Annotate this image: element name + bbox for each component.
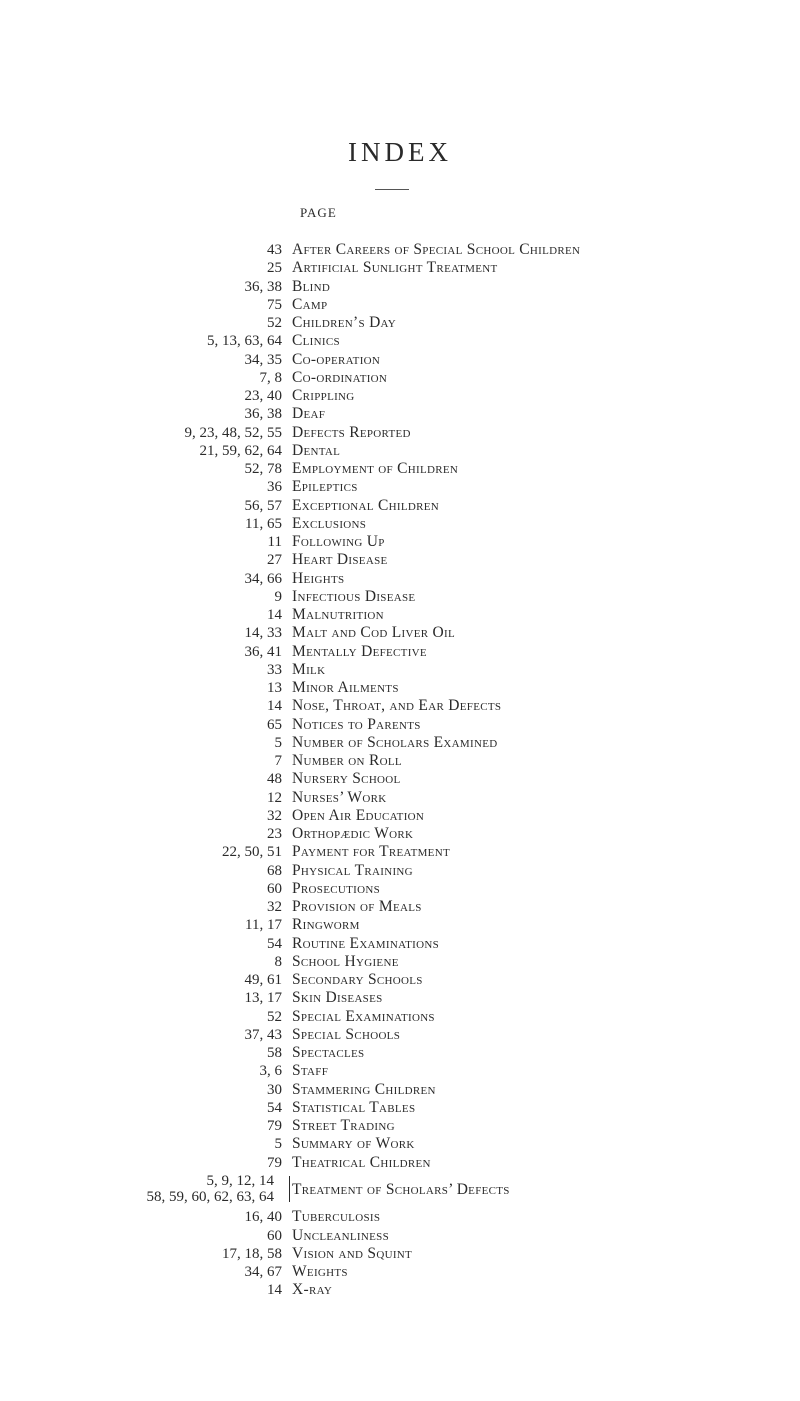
index-subject: Nurses’ Work xyxy=(292,788,387,806)
index-entry xyxy=(0,807,800,825)
index-entry xyxy=(0,405,800,423)
index-subject: Number on Roll xyxy=(292,752,402,769)
index-entry xyxy=(0,862,800,880)
index-entry xyxy=(0,551,800,569)
index-subject: X-ray xyxy=(292,1281,333,1299)
page-title: INDEX xyxy=(348,137,452,167)
index-entry xyxy=(0,570,800,588)
index-entry xyxy=(0,351,800,369)
index-entry xyxy=(0,953,800,971)
index-entry xyxy=(0,241,800,259)
index-entry xyxy=(0,989,800,1007)
index-entry xyxy=(0,880,800,898)
index-page-numbers: 52 xyxy=(267,315,282,331)
index-subject: Ringworm xyxy=(292,916,360,934)
index-page-numbers-line: 58, 59, 60, 62, 63, 64 xyxy=(146,1188,274,1205)
index-page-numbers: 34, 35 xyxy=(244,351,282,368)
index-entry xyxy=(0,314,800,332)
index-page-numbers: 7 xyxy=(274,753,282,769)
index-entry xyxy=(0,332,800,350)
index-page-numbers: 36, 38 xyxy=(244,278,282,295)
index-page-numbers: 58 xyxy=(267,1045,282,1061)
index-page-numbers: 49, 61 xyxy=(244,972,282,988)
index-page-numbers: 11, 65 xyxy=(245,515,282,532)
index-entry xyxy=(0,643,800,661)
index-page-numbers: 22, 50, 51 xyxy=(222,844,282,861)
index-entry xyxy=(0,935,800,953)
index-page-numbers: 68 xyxy=(267,862,282,879)
index-entry xyxy=(0,1263,800,1281)
index-page-numbers: 5 xyxy=(274,1136,282,1153)
index-subject: Uncleanliness xyxy=(292,1226,389,1244)
index-page-numbers: 17, 18, 58 xyxy=(222,1245,282,1262)
index-entry xyxy=(0,1081,800,1099)
index-page-numbers: 23, 40 xyxy=(244,388,282,404)
index-page-numbers: 32 xyxy=(267,807,282,824)
index-subject: Special Examinations xyxy=(292,1007,435,1025)
brace-mark xyxy=(285,1176,290,1202)
index-page-numbers: 33 xyxy=(267,661,282,678)
index-subject: Malt and Cod Liver Oil xyxy=(292,624,456,642)
index-entry xyxy=(0,916,800,934)
page-column-label: PAGE xyxy=(300,205,337,220)
index-page-numbers: 34, 66 xyxy=(244,570,282,587)
index-entry xyxy=(0,1062,800,1080)
index-page-numbers: 30 xyxy=(267,1081,282,1098)
index-subject: Mentally Defective xyxy=(292,642,427,660)
index-subject: Number of Scholars Examined xyxy=(292,733,498,751)
index-subject: Secondary Schools xyxy=(292,971,423,988)
index-page-numbers: 16, 40 xyxy=(244,1209,282,1226)
index-page-numbers: 7, 8 xyxy=(259,369,282,386)
index-entry xyxy=(0,1208,800,1226)
index-subject: Physical Training xyxy=(292,861,413,879)
index-page-numbers: 75 xyxy=(267,296,282,313)
index-subject: Provision of Meals xyxy=(292,898,422,915)
index-entry xyxy=(0,1245,800,1263)
index-entry xyxy=(0,1281,800,1299)
index-subject: Skin Diseases xyxy=(292,989,383,1007)
index-page-numbers: 37, 43 xyxy=(244,1026,282,1043)
index-subject: Defects Reported xyxy=(292,423,411,441)
index-entry xyxy=(0,679,800,697)
index-subject: Infectious Disease xyxy=(292,587,416,605)
index-subject: Statistical Tables xyxy=(292,1098,416,1116)
index-page-numbers: 36, 41 xyxy=(244,643,282,660)
index-entry xyxy=(0,1135,800,1153)
index-entry xyxy=(0,478,800,496)
index-subject: Malnutrition xyxy=(292,606,384,623)
index-entry xyxy=(0,697,800,715)
index-page-numbers: 48 xyxy=(267,771,282,788)
index-subject: Special Schools xyxy=(292,1025,401,1043)
index-subject: Summary of Work xyxy=(292,1135,415,1153)
index-subject: Weights xyxy=(292,1263,348,1280)
index-entry xyxy=(0,1154,800,1172)
index-page-numbers: 27 xyxy=(267,552,282,569)
index-subject: Following Up xyxy=(292,533,385,550)
index-entry xyxy=(0,624,800,642)
index-page-numbers: 36, 38 xyxy=(244,406,282,423)
index-subject: Nursery School xyxy=(292,770,401,788)
index-subject: Epileptics xyxy=(292,478,358,496)
index-entry xyxy=(0,1044,800,1062)
index-subject: Milk xyxy=(292,660,326,678)
index-page-numbers: 36 xyxy=(267,479,282,496)
index-entry xyxy=(0,1008,800,1026)
index-entry xyxy=(0,387,800,405)
index-entry xyxy=(0,515,800,533)
index-subject: Treatment of Scholars’ Defects xyxy=(292,1180,510,1198)
index-subject: Spectacles xyxy=(292,1044,365,1061)
index-page-numbers: 60 xyxy=(267,880,282,897)
index-subject: Children’s Day xyxy=(292,314,397,331)
index-subject: Routine Examinations xyxy=(292,934,440,952)
index-page-numbers: 11 xyxy=(267,534,282,550)
index-page-numbers-line: 5, 9, 12, 14 xyxy=(206,1172,274,1189)
index-page-numbers: 43 xyxy=(267,242,282,258)
index-subject: Heights xyxy=(292,569,345,587)
index-subject: Nose, Throat, and Ear Defects xyxy=(292,697,502,715)
index-page-numbers: 52, 78 xyxy=(244,461,282,477)
index-entry xyxy=(0,1099,800,1117)
index-entry xyxy=(0,661,800,679)
index-entry xyxy=(0,789,800,807)
index-page-numbers: 14 xyxy=(267,1282,282,1299)
index-page-numbers: 5, 13, 63, 64 xyxy=(207,333,282,350)
index-entry xyxy=(0,825,800,843)
index-entry xyxy=(0,716,800,734)
index-subject: Dental xyxy=(292,441,341,459)
index-entry xyxy=(0,442,800,460)
index-entry xyxy=(0,278,800,296)
index-subject: Blind xyxy=(292,277,331,295)
index-page-numbers: 23 xyxy=(267,826,282,842)
index-entry xyxy=(0,1227,800,1245)
index-page-numbers: 14 xyxy=(267,698,282,715)
index-entry xyxy=(0,734,800,752)
index-page-numbers: 54 xyxy=(267,1099,282,1116)
index-page-numbers: 12 xyxy=(267,789,282,806)
index-entry-grouped xyxy=(0,1172,800,1209)
index-page-numbers: 3, 6 xyxy=(259,1063,282,1080)
index-page-numbers: 32 xyxy=(267,899,282,915)
index-subject: Prosecutions xyxy=(292,879,381,897)
index-subject: Stammering Children xyxy=(292,1080,436,1098)
index-page-numbers: 13, 17 xyxy=(244,990,282,1007)
index-subject: Co-ordination xyxy=(292,368,388,386)
index-entry xyxy=(0,843,800,861)
index-entry xyxy=(0,971,800,989)
index-entry xyxy=(0,296,800,314)
index-entry xyxy=(0,424,800,442)
index-subject: After Careers of Special School Children xyxy=(292,241,581,258)
index-page-numbers: 54 xyxy=(267,935,282,952)
index-entry xyxy=(0,588,800,606)
index-page-numbers: 60 xyxy=(267,1227,282,1244)
index-subject: Minor Ailments xyxy=(292,679,399,696)
index-entry xyxy=(0,898,800,916)
index-page-numbers: 25 xyxy=(267,260,282,277)
index-subject: Theatrical Children xyxy=(292,1153,431,1171)
index-entry xyxy=(0,369,800,387)
index-subject: School Hygiene xyxy=(292,952,399,970)
index-entry xyxy=(0,497,800,515)
index-page-numbers: 21, 59, 62, 64 xyxy=(199,442,282,459)
index-entry xyxy=(0,752,800,770)
index-page-numbers: 9 xyxy=(274,588,282,605)
index-subject: Payment for Treatment xyxy=(292,843,450,861)
index-subject: Crippling xyxy=(292,387,355,404)
index-entry xyxy=(0,533,800,551)
index-subject: Exceptional Children xyxy=(292,496,440,514)
index-entry xyxy=(0,606,800,624)
index-page-numbers: 11, 17 xyxy=(245,917,282,934)
index-page-numbers: 5 xyxy=(274,734,282,751)
index-subject: Street Trading xyxy=(292,1117,395,1134)
index-page-numbers: 65 xyxy=(267,716,282,733)
index-page-numbers: 79 xyxy=(267,1154,282,1171)
index-subject: Heart Disease xyxy=(292,551,388,569)
index-subject: Employment of Children xyxy=(292,460,459,477)
index-subject: Artificial Sunlight Treatment xyxy=(292,259,498,277)
index-page-numbers: 14 xyxy=(267,607,282,623)
index-entry xyxy=(0,259,800,277)
index-entry xyxy=(0,770,800,788)
index-page-numbers: 9, 23, 48, 52, 55 xyxy=(184,424,282,441)
index-page-numbers xyxy=(147,1173,283,1205)
index-page-numbers: 56, 57 xyxy=(244,497,282,514)
index-subject: Tuberculosis xyxy=(292,1208,381,1226)
index-subject: Exclusions xyxy=(292,514,367,532)
index-subject: Open Air Education xyxy=(292,806,425,824)
index-subject: Vision and Squint xyxy=(292,1244,413,1262)
index-page-numbers: 79 xyxy=(267,1118,282,1134)
index-subject: Notices to Parents xyxy=(292,715,421,733)
index-entry xyxy=(0,460,800,478)
index-page-numbers: 52 xyxy=(267,1008,282,1025)
title-divider xyxy=(375,189,409,190)
index-page-numbers: 13 xyxy=(267,680,282,696)
index-entry xyxy=(0,1026,800,1044)
index-page-numbers: 8 xyxy=(274,953,282,970)
index-subject: Orthopædic Work xyxy=(292,825,414,842)
index-list xyxy=(0,241,800,1300)
index-entry xyxy=(0,1117,800,1135)
index-subject: Deaf xyxy=(292,405,326,423)
index-page-numbers: 14, 33 xyxy=(244,625,282,642)
index-subject: Staff xyxy=(292,1062,329,1080)
index-page-numbers: 34, 67 xyxy=(244,1264,282,1280)
index-subject: Camp xyxy=(292,295,328,313)
index-subject: Co-operation xyxy=(292,350,381,368)
index-subject: Clinics xyxy=(292,332,340,350)
